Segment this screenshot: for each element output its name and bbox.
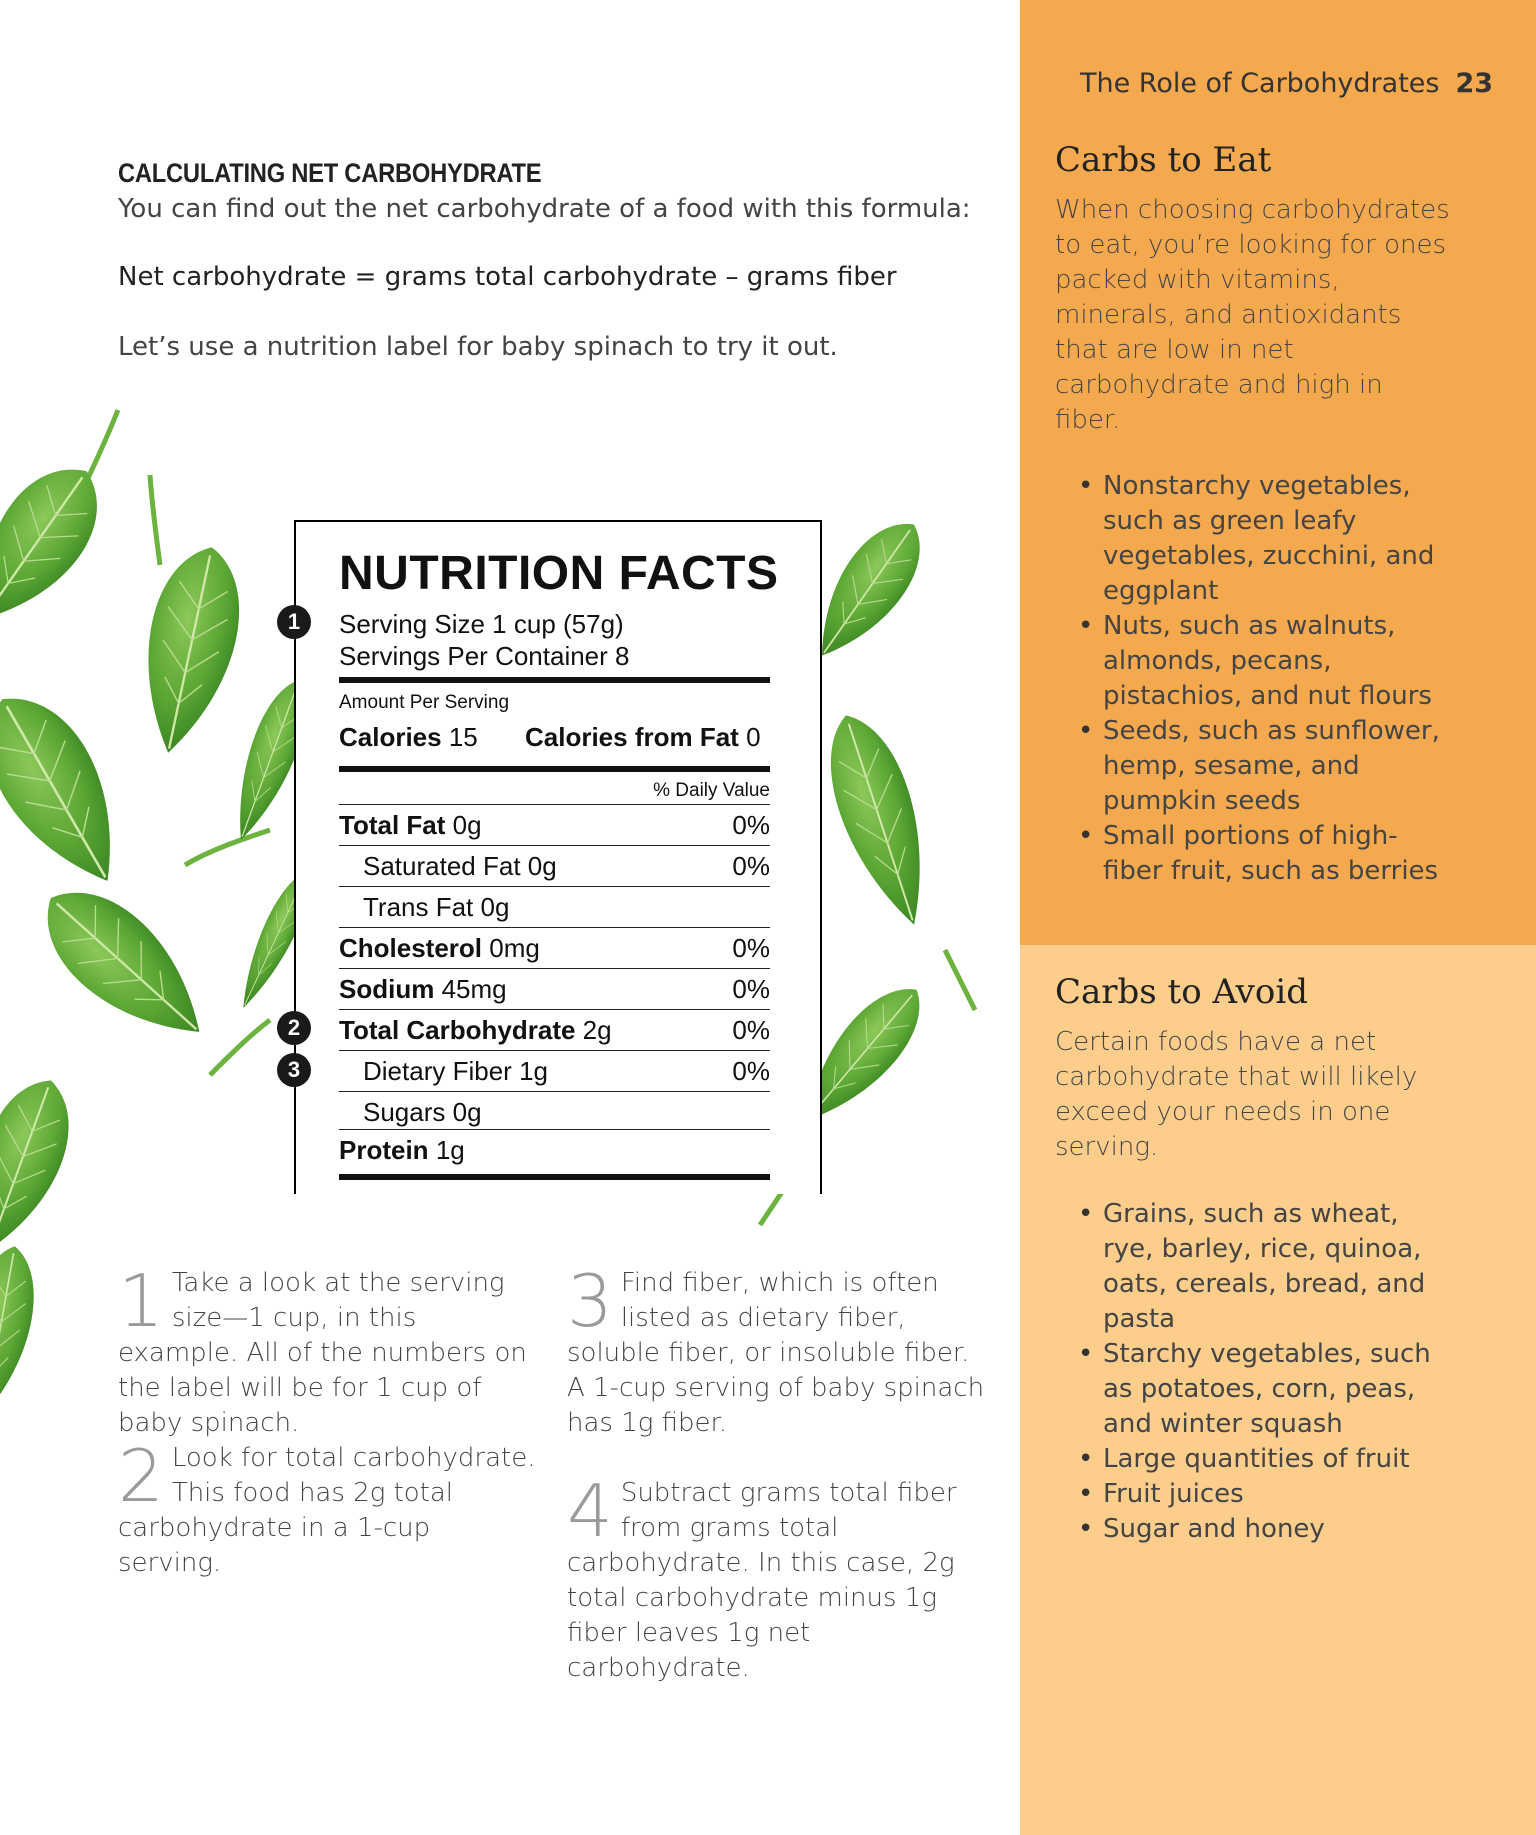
nutrition-facts-title: NUTRITION FACTS <box>339 547 779 600</box>
list-item: • Large quantities of fruit <box>1078 1442 1448 1477</box>
calories-from-fat-value: 0 <box>746 722 761 752</box>
nutrition-facts-label <box>294 520 822 1194</box>
nutrient-row-protein: Protein 1g <box>339 1129 770 1170</box>
step-number: 1 <box>118 1259 164 1343</box>
label-divider-thick <box>339 766 770 772</box>
running-head <box>1080 68 1493 99</box>
nutrient-row-sodium: Sodium 45mg 0% <box>339 968 770 1009</box>
step-2 <box>118 1434 538 1581</box>
nutrient-row-trans-fat: Trans Fat 0g <box>339 886 770 927</box>
list-item: • Fruit juices <box>1078 1477 1448 1512</box>
list-item: • Grains, such as wheat, rye, barley, rice, quinoa, oats, cereals, bread, and pasta <box>1078 1197 1448 1337</box>
list-item: • Sugar and honey <box>1078 1512 1448 1547</box>
calories-from-fat-label: Calories from Fat <box>525 722 739 752</box>
list-item: • Small portions of high-fiber fruit, such as berries <box>1078 819 1448 889</box>
callout-badge-3: 3 <box>277 1053 311 1087</box>
list-item: • Starchy vegetables, such as potatoes, corn, peas, and winter squash <box>1078 1337 1448 1442</box>
serving-info <box>339 608 770 672</box>
step-text: Subtract grams total fiber from grams total carbohydrate. In this case, 2g total carbohydrate minus 1g fiber leaves 1g net carbohydrate. <box>567 1478 957 1683</box>
lead-text: Let’s use a nutrition label for baby spinach to try it out. <box>118 332 838 362</box>
step-1 <box>118 1259 538 1441</box>
intro-text: You can find out the net carbohydrate of a food with this formula: <box>118 194 971 224</box>
nutrient-row-sugars: Sugars 0g <box>339 1091 770 1132</box>
page-number: 23 <box>1455 68 1494 99</box>
carbs-to-avoid-intro: Certain foods have a net carbohydrate that will likely exceed your needs in one serving. <box>1055 1027 1418 1162</box>
step-text: Look for total carbohydrate. This food has 2g total carbohydrate in a 1-cup serving. <box>118 1443 536 1578</box>
list-item: • Nuts, such as walnuts, almonds, pecans, pistachios, and nut flours <box>1078 609 1448 714</box>
callout-badge-2: 2 <box>277 1011 311 1045</box>
servings-per-container: Servings Per Container 8 <box>339 641 630 671</box>
carbs-to-eat-heading: Carbs to Eat <box>1055 140 1272 180</box>
nutrient-row-dietary-fiber: Dietary Fiber 1g 0% <box>339 1050 770 1091</box>
list-item: • Seeds, such as sunflower, hemp, sesame, and pumpkin seeds <box>1078 714 1448 819</box>
daily-value-header: % Daily Value <box>653 780 770 801</box>
nutrient-row-saturated-fat: Saturated Fat 0g 0% <box>339 845 770 886</box>
amount-per-serving: Amount Per Serving <box>339 692 510 713</box>
step-number: 3 <box>567 1259 613 1343</box>
section-heading: CALCULATING NET CARBOHYDRATE <box>118 158 542 188</box>
list-item: • Nonstarchy vegetables, such as green leafy vegetables, zucchini, and eggplant <box>1078 469 1448 609</box>
step-text: Find fiber, which is often listed as dietary fiber, soluble fiber, or insoluble fiber. A 1-cup serving of baby spinach has 1g fiber. <box>567 1268 985 1438</box>
serving-size: Serving Size 1 cup (57g) <box>339 609 624 639</box>
carbs-to-eat-intro: When choosing carbohydrates to eat, you’re looking for ones packed with vitamins, minerals, and antioxidants that are low in net carbohydrate and high in fiber. <box>1055 195 1450 435</box>
nutrient-row-cholesterol: Cholesterol 0mg 0% <box>339 927 770 968</box>
carbs-to-eat-list <box>1078 469 1448 889</box>
callout-badge-1: 1 <box>277 605 311 639</box>
label-divider-thick <box>339 677 770 683</box>
nutrient-row-total-carbohydrate: Total Carbohydrate 2g 0% <box>339 1009 770 1050</box>
calories-from-fat <box>525 722 761 753</box>
running-head-title: The Role of Carbohydrates <box>1080 68 1440 99</box>
step-number: 2 <box>118 1434 164 1518</box>
step-3 <box>567 1259 987 1441</box>
step-text: Take a look at the serving size—1 cup, in this example. All of the numbers on the label will be for 1 cup of baby spinach. <box>118 1268 527 1438</box>
step-4 <box>567 1469 987 1686</box>
label-divider-thick <box>339 1174 770 1180</box>
calories-value: 15 <box>448 722 478 752</box>
nutrient-row-total-fat: Total Fat 0g 0% <box>339 804 770 845</box>
step-number: 4 <box>567 1469 613 1553</box>
carbs-to-avoid-list <box>1078 1197 1448 1547</box>
carbs-to-avoid-heading: Carbs to Avoid <box>1055 972 1308 1012</box>
formula-text: Net carbohydrate = grams total carbohydrate – grams fiber <box>118 262 897 292</box>
calories-row <box>339 722 770 753</box>
calories-label: Calories <box>339 722 442 752</box>
